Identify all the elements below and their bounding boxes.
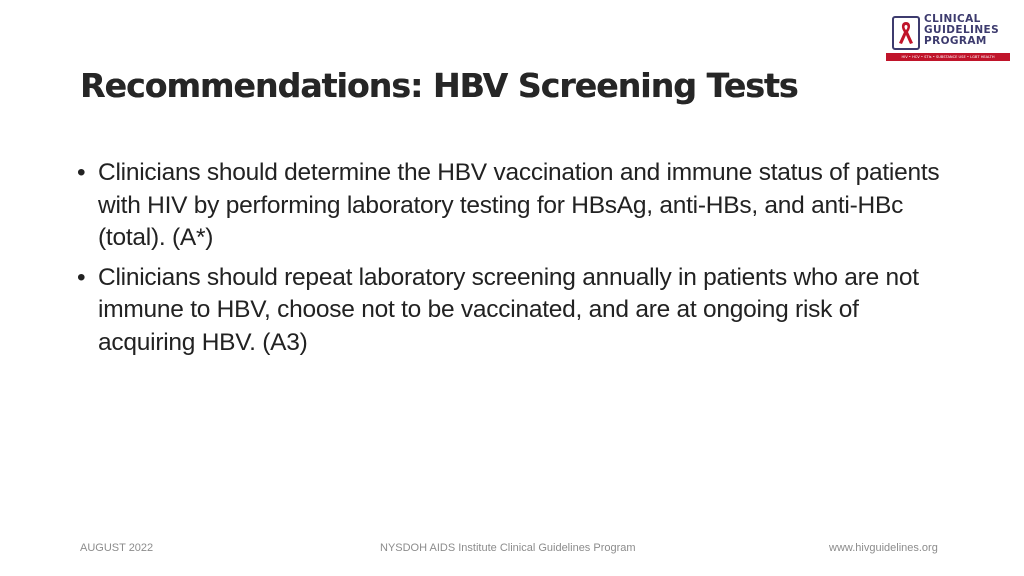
bullet-list bbox=[77, 157, 957, 366]
bullet-marker: • bbox=[77, 159, 86, 186]
logo-line-2: GUIDELINES bbox=[924, 24, 1000, 36]
slide-title: Recommendations: HBV Screening Tests bbox=[80, 66, 798, 105]
red-ribbon-icon bbox=[892, 16, 920, 50]
clinical-guidelines-program-logo bbox=[886, 12, 1010, 64]
bullet-item bbox=[77, 262, 957, 360]
bullet-item bbox=[77, 157, 957, 255]
footer-url: www.hivguidelines.org bbox=[829, 542, 938, 554]
logo-line-3: PROGRAM bbox=[924, 35, 987, 47]
logo-line-1: CLINICAL bbox=[924, 13, 981, 25]
logo-tagline-band: HIV • HCV • STIs • SUBSTANCE USE • LGBT HEALTH bbox=[886, 53, 1010, 61]
footer-program: NYSDOH AIDS Institute Clinical Guidelines Program bbox=[380, 542, 636, 554]
bullet-text: Clinicians should repeat laboratory screening annually in patients who are not immune to HBV, choose not to be vaccinated, and are at ongoing risk of acquiring HBV. (A3) bbox=[98, 263, 919, 356]
footer-date: AUGUST 2022 bbox=[80, 542, 154, 554]
bullet-text: Clinicians should determine the HBV vaccination and immune status of patients with HIV by performing laboratory testing for HBsAg, anti-HBs, and anti-HBc (total). (A*) bbox=[98, 159, 940, 251]
logo-wordmark bbox=[924, 14, 999, 47]
bullet-marker: • bbox=[77, 263, 86, 291]
